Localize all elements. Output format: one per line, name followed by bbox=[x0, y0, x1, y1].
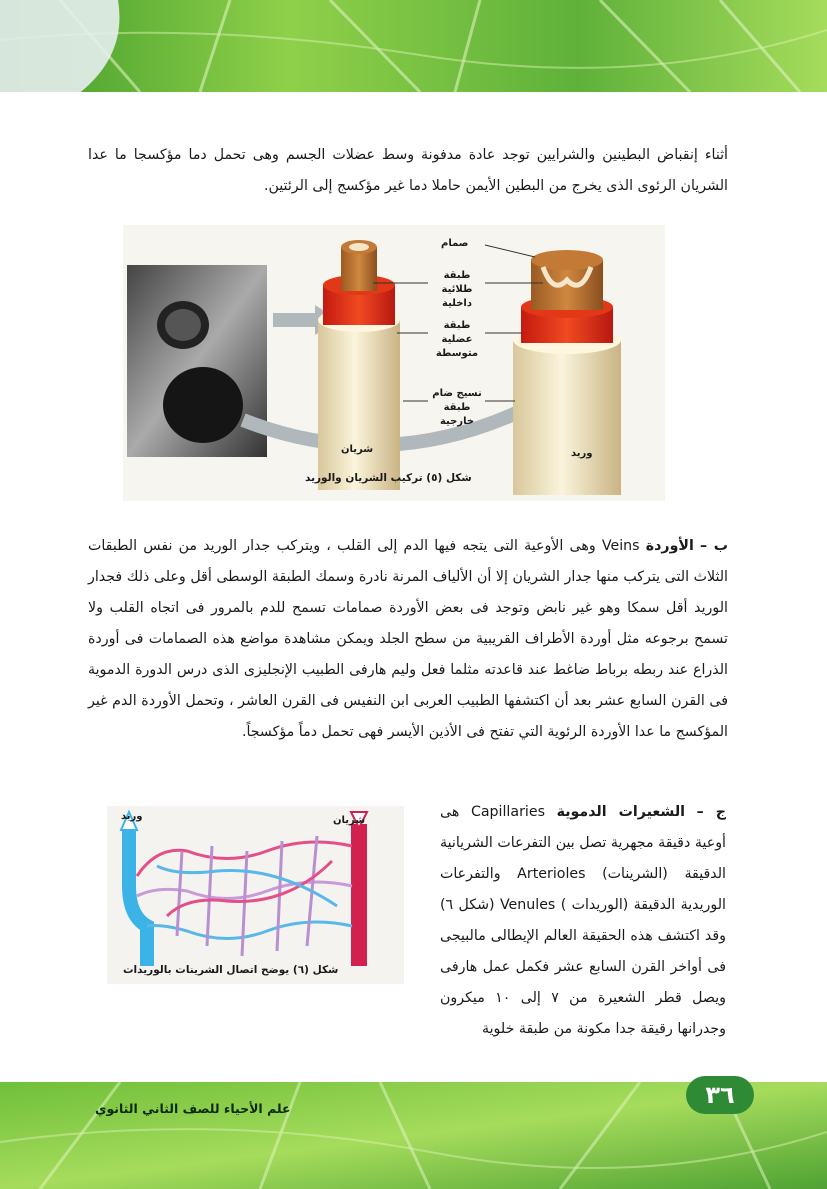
figure6-label-artery: شريان bbox=[333, 815, 366, 826]
label-middle-layer: طبقة عضلية متوسطة bbox=[435, 320, 479, 359]
veins-text: وهى الأوعية التى يتجه فيها الدم إلى القلب ، ويتركب جدار الوريد من نفس الطبقات الثلاث التى يتركب منها جدار الشريان إلا أن الألياف المرنة نادرة وسمك الطبقة الوسطى أقل وعلى ذلك فجدار الوريد أقل سمكا وهو غير نابض وتوجد فى بعض الأوردة صمامات تسمح للدم بالمرور فى اتجاه القلب ولا تسمح برجوعه مثل أوردة الأطراف القريبية من سطح الجلد ويمكن مشاهدة مواضع هذه الصمامات فى أوردة الذراع عند ربطه برباط ضاغط عند قاعدته مثلما فعل وليم هارفى الطبيب الإنجليزى الذى درس الدورة الدموية فى القرن السابع عشر بعد أن اكتشفها الطبيب العربى ابن النفيس فى القرن العاشر ، وتحمل الأوردة الدم غير المؤكسج ما عدا الأوردة الرئوية التي تفتح فى الأذين الأيسر فهى تحمل دماً مؤكسجاً. bbox=[88, 538, 728, 740]
book-title: علم الأحياء للصف الثاني الثانوي bbox=[95, 1101, 291, 1116]
figure6-label-vein: وريد bbox=[121, 811, 143, 822]
veins-marker: ب – bbox=[700, 538, 729, 554]
header-leaf-banner bbox=[0, 0, 827, 92]
page-number: ٣٦ bbox=[686, 1076, 754, 1114]
capillary-mesh bbox=[137, 836, 352, 956]
veins-title: الأوردة bbox=[645, 538, 694, 554]
label-artery: شريان bbox=[341, 444, 374, 455]
figure-artery-vein-structure bbox=[123, 225, 665, 501]
label-vein: وريد bbox=[571, 448, 593, 459]
label-valve: صمام bbox=[441, 238, 469, 249]
vein-model bbox=[513, 250, 621, 495]
capillary-network-illustration bbox=[107, 806, 404, 984]
figure6-caption: شكل (٦) يوضح اتصال الشرينات بالوريدات bbox=[123, 964, 339, 976]
figure5-caption: شكل (٥) تركيب الشريان والوريد bbox=[305, 472, 472, 484]
leaf-texture-header bbox=[0, 0, 827, 92]
capillaries-paragraph bbox=[440, 797, 726, 1045]
label-outer-layer: نسيج ضام طبقة خارجية bbox=[432, 388, 482, 427]
veins-paragraph bbox=[88, 531, 728, 748]
capillaries-marker: ج – bbox=[696, 804, 727, 820]
intro-paragraph: أثناء إنقباض البطينين والشرايين توجد عادة مدفونة وسط عضلات الجسم وهى تحمل دما مؤكسجا ما عدا الشريان الرئوى الذى يخرج من البطين الأيمن حاملا دما غير مؤكسج إلى الرئتين. bbox=[88, 147, 728, 194]
label-inner-layer: طبقة طلائية داخلية bbox=[441, 270, 473, 309]
figure-capillary-network bbox=[107, 806, 404, 984]
veins-english-term: Veins bbox=[601, 538, 640, 554]
capillaries-title: الشعيرات الدموية bbox=[556, 804, 686, 820]
capillaries-text: هى أوعية دقيقة مجهرية تصل بين التفرعات الشريانية الدقيقة (الشرينات) Arterioles والتفرعات الوريدية الدقيقة (الوريدات ) Venules (شكل ٦) وقد اكتشف هذه الحقيقة العالم الإيطالى مالبيجى فى أواخر القرن السابع عشر فكمل عمل هارفى ويصل قطر الشعيرة من ٧ إلى ١٠ ميكرون وجدرانها رقيقة جدا مكونة من طبقة خلوية bbox=[440, 804, 727, 1037]
capillaries-english-term: Capillaries bbox=[470, 804, 545, 820]
